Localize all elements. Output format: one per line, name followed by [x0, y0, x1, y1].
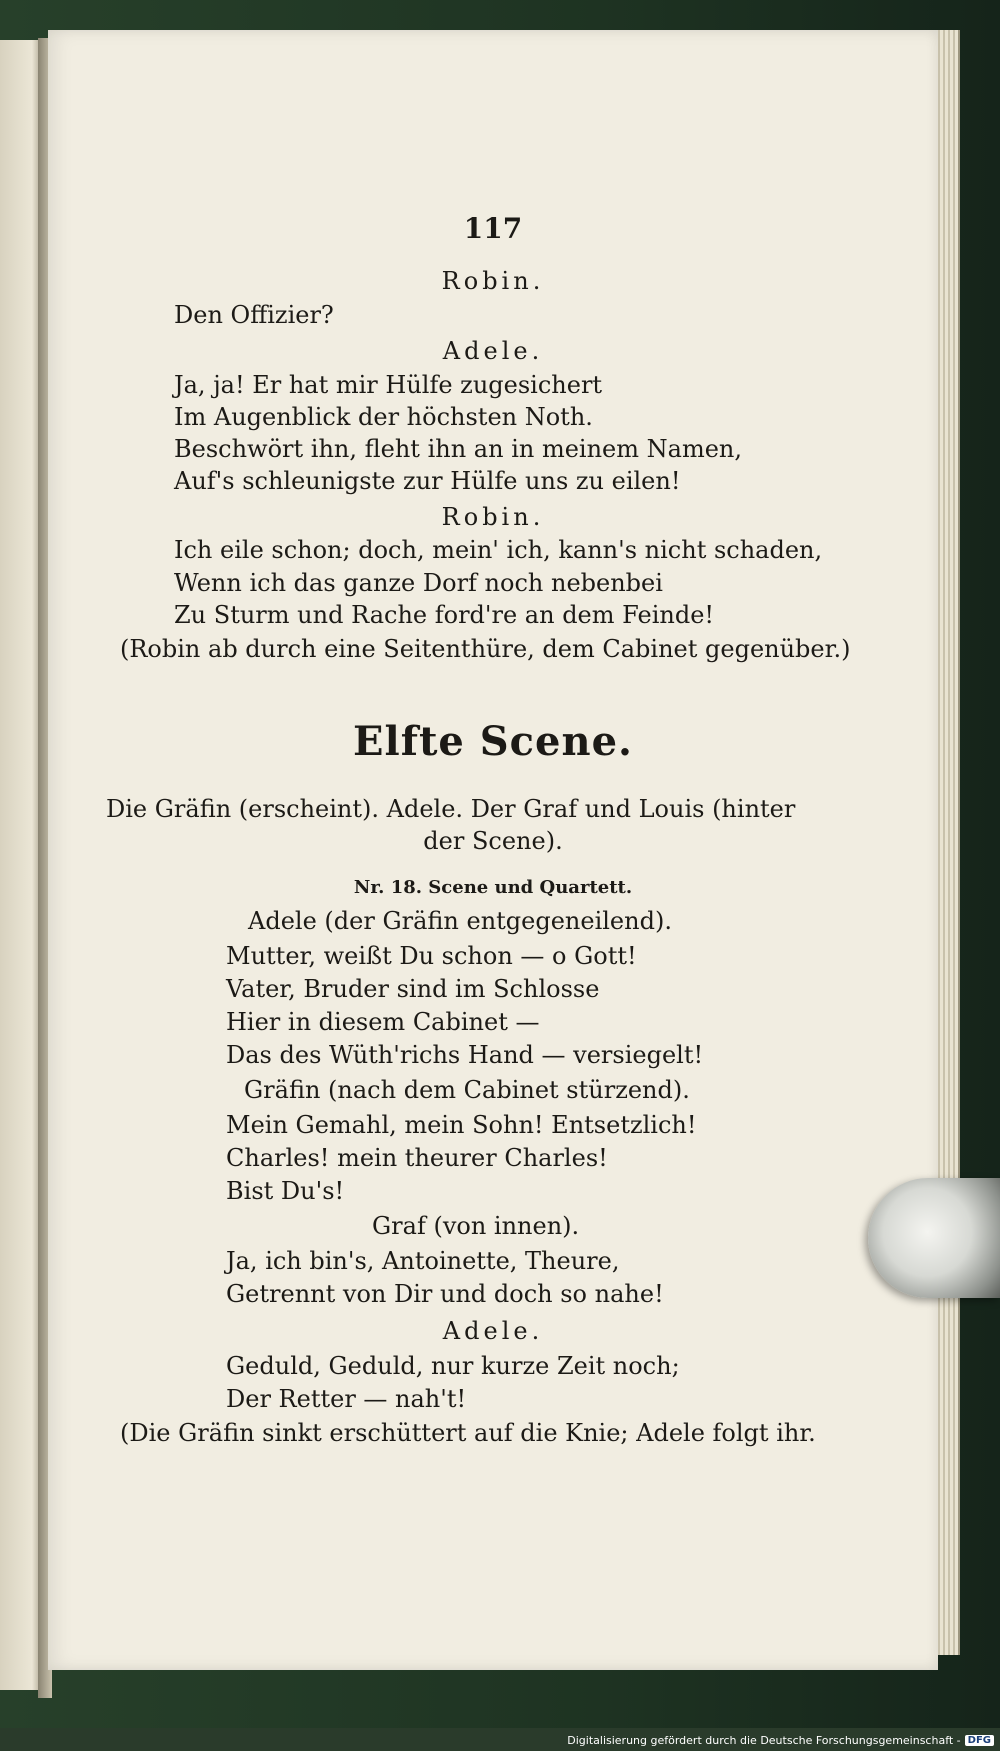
stage-direction: (Die Gräfin sinkt erschüttert auf die Knie; Adele folgt ihr.	[120, 1419, 816, 1447]
left-page-edge	[0, 40, 40, 1690]
page-number: 117	[463, 212, 523, 245]
dialogue-line: Getrennt von Dir und doch so nahe!	[226, 1280, 664, 1308]
page-clip	[868, 1178, 1000, 1298]
number-heading: Nr. 18. Scene und Quartett.	[353, 877, 633, 898]
cast-list: der Scene).	[423, 827, 563, 855]
dialogue-line: Bist Du's!	[226, 1177, 345, 1205]
dialogue-line: Auf's schleunigste zur Hülfe uns zu eilen!	[174, 467, 681, 495]
dialogue-line: Wenn ich das ganze Dorf noch nebenbei	[174, 569, 663, 597]
dialogue-line: Zu Sturm und Rache ford're an dem Feinde!	[174, 601, 715, 629]
scene-title: Elfte Scene.	[353, 718, 633, 765]
cast-list: Die Gräfin (erscheint). Adele. Der Graf und Louis (hinter	[106, 795, 796, 823]
dialogue-line: Den Offizier?	[174, 301, 334, 329]
footer-credit: Digitalisierung gefördert durch die Deutsche Forschungsgemeinschaft -	[567, 1733, 961, 1747]
dialogue-line: Mein Gemahl, mein Sohn! Entsetzlich!	[226, 1111, 697, 1139]
dialogue-line: Mutter, weißt Du schon — o Gott!	[226, 942, 637, 970]
speaker-graefin: Gräfin (nach dem Cabinet stürzend).	[244, 1076, 690, 1104]
dialogue-line: Beschwört ihn, fleht ihn an in meinem Namen,	[174, 435, 742, 463]
speaker-adele: Adele.	[442, 337, 544, 365]
speaker-adele: Adele.	[442, 1317, 544, 1345]
dfg-logo-icon: DFG	[965, 1735, 994, 1746]
speaker-robin: Robin.	[441, 503, 545, 531]
speaker-graf: Graf (von innen).	[372, 1212, 580, 1240]
digitization-footer	[567, 1732, 994, 1748]
dialogue-line: Ja, ja! Er hat mir Hülfe zugesichert	[174, 371, 603, 399]
dialogue-line: Ich eile schon; doch, mein' ich, kann's nicht schaden,	[174, 536, 823, 564]
dialogue-line: Hier in diesem Cabinet —	[226, 1008, 540, 1036]
dialogue-line: Charles! mein theurer Charles!	[226, 1144, 608, 1172]
dialogue-line: Das des Wüth'richs Hand — versiegelt!	[226, 1041, 704, 1069]
dialogue-line: Der Retter — nah't!	[226, 1385, 467, 1413]
speaker-robin: Robin.	[441, 267, 545, 295]
dialogue-line: Geduld, Geduld, nur kurze Zeit noch;	[226, 1352, 680, 1380]
stage-direction: (Robin ab durch eine Seitenthüre, dem Cabinet gegenüber.)	[120, 635, 851, 663]
speaker-adele: Adele (der Gräfin entgegeneilend).	[248, 907, 672, 935]
dialogue-line: Ja, ich bin's, Antoinette, Theure,	[226, 1247, 620, 1275]
dialogue-line: Vater, Bruder sind im Schlosse	[226, 975, 600, 1003]
dialogue-line: Im Augenblick der höchsten Noth.	[174, 403, 593, 431]
book-page	[48, 30, 938, 1670]
